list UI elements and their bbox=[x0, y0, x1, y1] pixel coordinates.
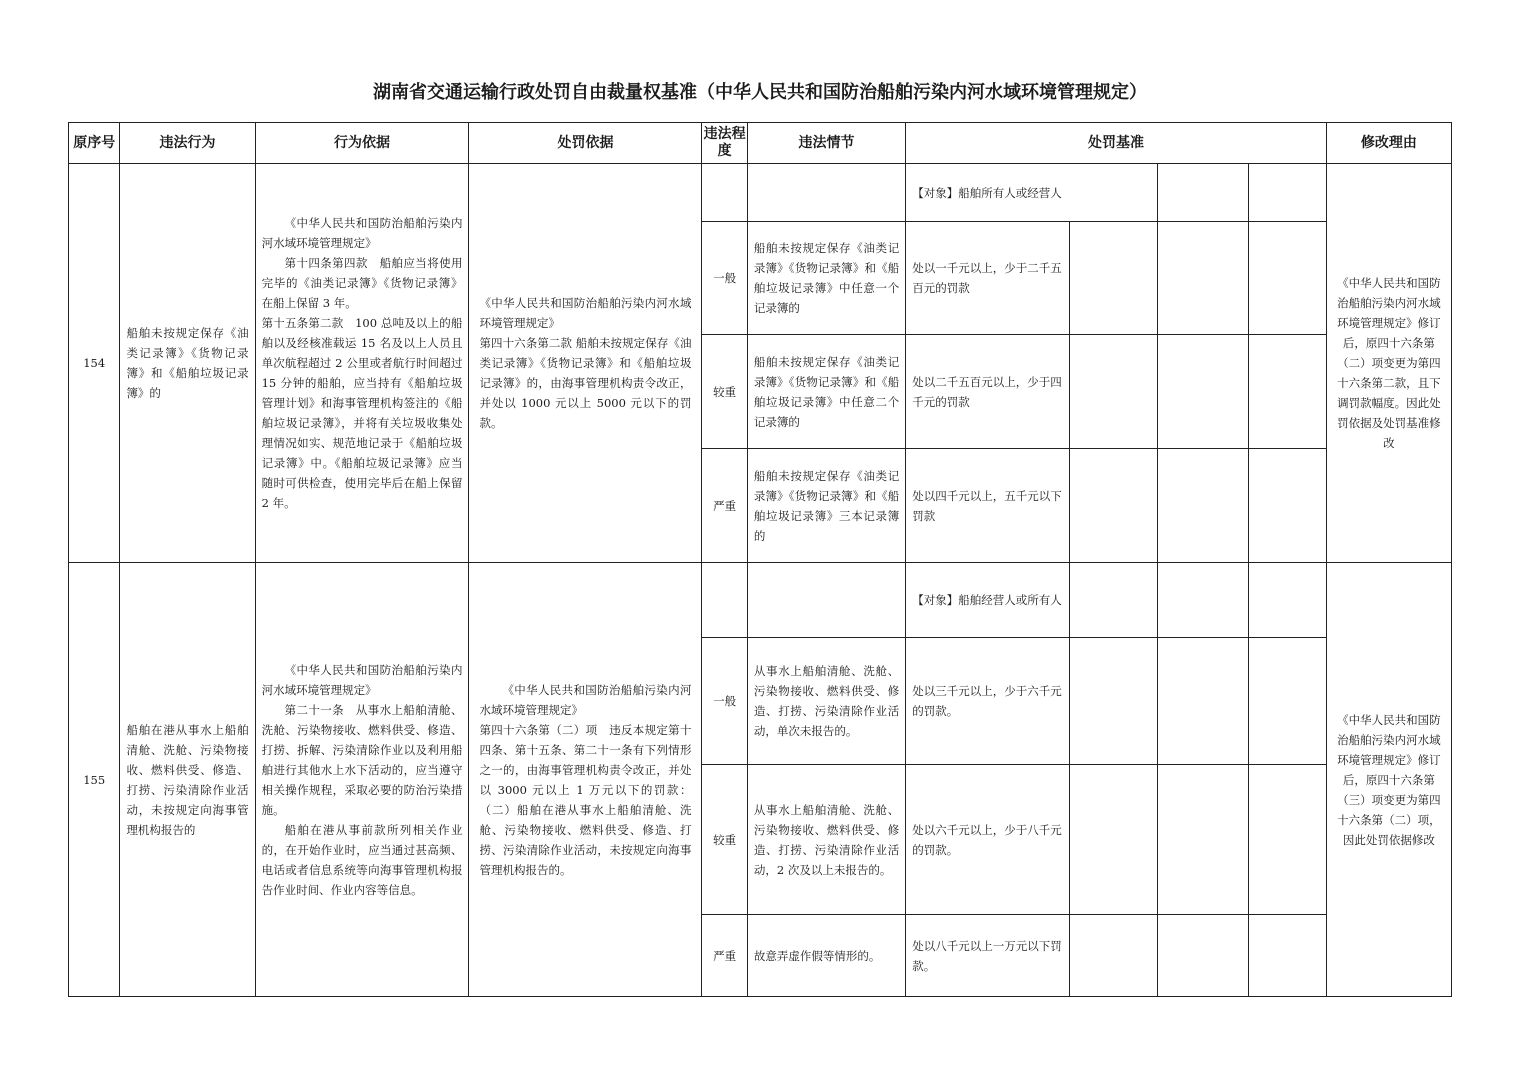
violation-act-cell: 船舶在港从事水上船舶清舱、洗舱、污染物接收、燃料供受、修造、打捞、污染清除作业活动，未按规定向海事管理机构报告的 bbox=[120, 563, 255, 997]
header-original-no: 原序号 bbox=[69, 123, 120, 164]
circumstance-cell: 船舶未按规定保存《油类记录簿》《货物记录簿》和《船舶垃圾记录簿》三本记录簿的 bbox=[747, 449, 905, 563]
empty-cell bbox=[1158, 164, 1249, 222]
page-title: 湖南省交通运输行政处罚自由裁量权基准（中华人民共和国防治船舶污染内河水域环境管理规定） bbox=[373, 82, 1147, 103]
header-penalty-basis: 处罚依据 bbox=[469, 123, 702, 164]
table-row bbox=[69, 164, 1452, 222]
empty-cell bbox=[1249, 449, 1327, 563]
revision-reason-cell: 《中华人民共和国防治船舶污染内河水域环境管理规定》修订后，原四十六条第（二）项变更为第四十六条第二款，且下调罚款幅度。因此处罚依据及处罚基准修改 bbox=[1326, 164, 1451, 563]
empty-cell bbox=[1158, 335, 1249, 449]
empty-cell bbox=[1158, 915, 1249, 997]
penalty-basis-cell: 《中华人民共和国防治船舶污染内河水域环境管理规定》 第四十六条第二款 船舶未按规定保存《油类记录簿》《货物记录簿》和《船舶垃圾记录簿》的，由海事管理机构责令改正，并处以 1000 元以上 5000 元以下的罚款。 bbox=[469, 164, 702, 563]
penalty-basis-cell: 《中华人民共和国防治船舶污染内河水域环境管理规定》 第四十六条第（二）项 违反本规定第十四条、第十五条、第二十一条有下列情形之一的，由海事管理机构责令改正，并处以 3000 元以上 1 万元以下的罚款：（二）船舶在港从事水上船舶清舱、洗舱、污染物接收、燃料供受、修造、打捞、污染清除作业活动，未按规定向海事管理机构报告的。 bbox=[469, 563, 702, 997]
header-degree: 违法程度 bbox=[702, 123, 747, 164]
table-row bbox=[69, 563, 1452, 638]
circumstance-cell bbox=[747, 164, 905, 222]
empty-cell bbox=[1069, 915, 1158, 997]
empty-cell bbox=[1249, 638, 1327, 765]
header-violation-act: 违法行为 bbox=[120, 123, 255, 164]
empty-cell bbox=[1158, 222, 1249, 335]
penalty-standard-cell: 处以一千元以上，少于二千五百元的罚款 bbox=[906, 222, 1069, 335]
circumstance-cell: 船舶未按规定保存《油类记录簿》《货物记录簿》和《船舶垃圾记录簿》中任意二个记录簿的 bbox=[747, 335, 905, 449]
violation-act-cell: 船舶未按规定保存《油类记录簿》《货物记录簿》和《船舶垃圾记录簿》的 bbox=[120, 164, 255, 563]
empty-cell bbox=[1069, 335, 1158, 449]
degree-cell: 一般 bbox=[702, 638, 747, 765]
header-revision-reason: 修改理由 bbox=[1326, 123, 1451, 164]
degree-cell bbox=[702, 164, 747, 222]
empty-cell bbox=[1069, 222, 1158, 335]
circumstance-cell bbox=[747, 563, 905, 638]
empty-cell bbox=[1249, 222, 1327, 335]
header-row bbox=[69, 123, 1452, 164]
empty-cell bbox=[1249, 335, 1327, 449]
row-number: 154 bbox=[69, 164, 120, 563]
degree-cell: 较重 bbox=[702, 335, 747, 449]
circumstance-cell: 故意弄虚作假等情形的。 bbox=[747, 915, 905, 997]
penalty-standard-cell: 处以四千元以上，五千元以下罚款 bbox=[906, 449, 1069, 563]
empty-cell bbox=[1158, 765, 1249, 915]
penalty-object: 【对象】船舶所有人或经营人 bbox=[906, 164, 1158, 222]
penalty-standard-cell: 处以六千元以上，少于八千元的罚款。 bbox=[906, 765, 1069, 915]
empty-cell bbox=[1069, 765, 1158, 915]
empty-cell bbox=[1069, 563, 1158, 638]
degree-cell: 严重 bbox=[702, 449, 747, 563]
penalty-object: 【对象】船舶经营人或所有人 bbox=[906, 563, 1069, 638]
degree-cell: 一般 bbox=[702, 222, 747, 335]
header-act-basis: 行为依据 bbox=[255, 123, 469, 164]
act-basis-cell: 《中华人民共和国防治船舶污染内河水域环境管理规定》 第十四条第四款 船舶应当将使用完毕的《油类记录簿》《货物记录簿》在船上保留 3 年。 第十五条第二款 100 总吨及以上的船舶以及经核准载运 15 名及以上人员且单次航程超过 2 公里或者航行时间超过 15 分钟的船舶，应当持有《船舶垃圾管理计划》和海事管理机构签注的《船舶垃圾记录簿》，并将有关垃圾收集处理情况如实、规范地记录于《船舶垃圾记录簿》中。《船舶垃圾记录簿》应当随时可供检查，使用完毕后在船上保留 2 年。 bbox=[255, 164, 469, 563]
empty-cell bbox=[1249, 915, 1327, 997]
empty-cell bbox=[1069, 449, 1158, 563]
empty-cell bbox=[1069, 638, 1158, 765]
penalty-standard-cell: 处以二千五百元以上，少于四千元的罚款 bbox=[906, 335, 1069, 449]
empty-cell bbox=[1158, 638, 1249, 765]
empty-cell bbox=[1249, 563, 1327, 638]
degree-cell bbox=[702, 563, 747, 638]
empty-cell bbox=[1158, 563, 1249, 638]
circumstance-cell: 从事水上船舶清舱、洗舱、污染物接收、燃料供受、修造、打捞、污染清除作业活动，2 次及以上未报告的。 bbox=[747, 765, 905, 915]
empty-cell bbox=[1249, 164, 1327, 222]
row-number: 155 bbox=[69, 563, 120, 997]
header-circumstance: 违法情节 bbox=[747, 123, 905, 164]
circumstance-cell: 船舶未按规定保存《油类记录簿》《货物记录簿》和《船舶垃圾记录簿》中任意一个记录簿的 bbox=[747, 222, 905, 335]
revision-reason-cell: 《中华人民共和国防治船舶污染内河水域环境管理规定》修订后，原四十六条第（三）项变更为第四十六条第（二）项，因此处罚依据修改 bbox=[1326, 563, 1451, 997]
discretion-standard-table bbox=[68, 122, 1452, 997]
circumstance-cell: 从事水上船舶清舱、洗舱、污染物接收、燃料供受、修造、打捞、污染清除作业活动，单次未报告的。 bbox=[747, 638, 905, 765]
degree-cell: 较重 bbox=[702, 765, 747, 915]
act-basis-cell: 《中华人民共和国防治船舶污染内河水域环境管理规定》 第二十一条 从事水上船舶清舱、洗舱、污染物接收、燃料供受、修造、打捞、拆解、污染清除作业以及利用船舶进行其他水上水下活动的，应当遵守相关操作规程，采取必要的防治污染措施。 船舶在港从事前款所列相关作业的，在开始作业时，应当通过甚高频、电话或者信息系统等向海事管理机构报告作业时间、作业内容等信息。 bbox=[255, 563, 469, 997]
empty-cell bbox=[1158, 449, 1249, 563]
penalty-standard-cell: 处以三千元以上，少于六千元的罚款。 bbox=[906, 638, 1069, 765]
degree-cell: 严重 bbox=[702, 915, 747, 997]
empty-cell bbox=[1249, 765, 1327, 915]
penalty-standard-cell: 处以八千元以上一万元以下罚款。 bbox=[906, 915, 1069, 997]
header-penalty-standard: 处罚基准 bbox=[906, 123, 1327, 164]
